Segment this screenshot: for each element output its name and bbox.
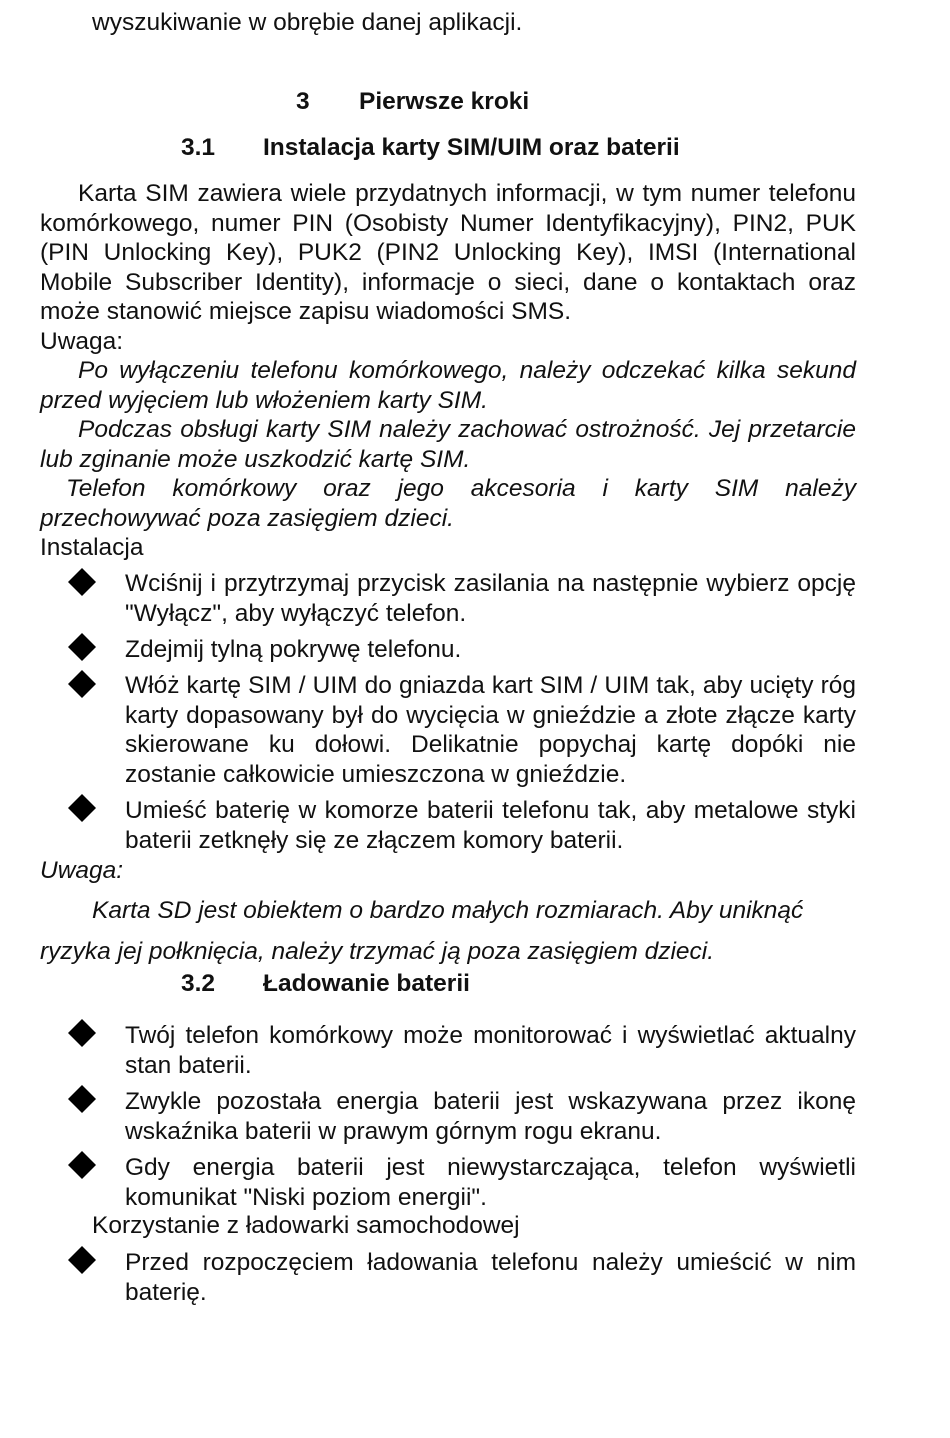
- install-step-1: Wciśnij i przytrzymaj przycisk zasilania na następnie wybierz opcję "Wyłącz", aby wyłączyć telefon.: [125, 570, 856, 627]
- car-charger-bullet-1: Przed rozpoczęciem ładowania telefonu należy umieścić w nim baterię.: [125, 1249, 856, 1306]
- section-3-2-number: 3.2: [181, 970, 216, 997]
- diamond-bullet-icon: [66, 668, 98, 700]
- note-paragraph-1: Po wyłączeniu telefonu komórkowego, należy odczekać kilka sekund przed wyjęciem lub włożeniem karty SIM.: [40, 357, 856, 414]
- diamond-bullet-icon: [66, 1083, 98, 1115]
- diamond-bullet-icon: [66, 792, 98, 824]
- diamond-bullet-icon: [66, 1244, 98, 1276]
- battery-bullet-3: Gdy energia baterii jest niewystarczająca, telefon wyświetli komunikat "Niski poziom energii".: [125, 1154, 856, 1211]
- battery-bullet-1: Twój telefon komórkowy może monitorować i wyświetlać aktualny stan baterii.: [125, 1022, 856, 1079]
- diamond-bullet-icon: [66, 566, 98, 598]
- note-paragraph-3: Telefon komórkowy oraz jego akcesoria i karty SIM należy przechowywać poza zasięgiem dzieci.: [40, 475, 856, 532]
- diamond-bullet-icon: [66, 631, 98, 663]
- car-charger-label: Korzystanie z ładowarki samochodowej: [92, 1212, 520, 1239]
- chapter-title: Pierwsze kroki: [359, 88, 530, 115]
- sd-card-note: Karta SD jest obiektem o bardzo małych rozmiarach. Aby uniknąć: [92, 897, 804, 924]
- top-line: wyszukiwanie w obrębie danej aplikacji.: [92, 9, 523, 36]
- section-3-1-number: 3.1: [181, 134, 216, 161]
- section-3-2-title: Ładowanie baterii: [263, 970, 470, 997]
- install-label: Instalacja: [40, 534, 144, 561]
- section-3-1-title: Instalacja karty SIM/UIM oraz baterii: [263, 134, 680, 161]
- note2-label: Uwaga:: [40, 857, 124, 884]
- chapter-number: 3: [296, 88, 310, 115]
- install-step-3: Włóż kartę SIM / UIM do gniazda kart SIM / UIM tak, aby ucięty róg karty dopasowany był do wycięcia w gnieździe a złote złącze karty skierowane ku dołowi. Delikatnie popychaj kartę dopóki nie zostanie całkowicie umieszczona w gnieździe.: [125, 672, 856, 788]
- sd-card-note-continued: ryzyka jej połknięcia, należy trzymać ją poza zasięgiem dzieci.: [40, 938, 715, 965]
- install-step-2: Zdejmij tylną pokrywę telefonu.: [125, 636, 462, 663]
- sim-intro-paragraph: Karta SIM zawiera wiele przydatnych informacji, w tym numer telefonu komórkowego, numer PIN (Osobisty Numer Identyfikacyjny), PIN2, PUK (PIN Unlocking Key), PUK2 (PIN2 Unlocking Key), IMSI (International Mobile Subscriber Identity), informacje o sieci, dane o kontaktach oraz może stanowić miejsce zapisu wiadomości SMS.: [40, 180, 856, 325]
- diamond-bullet-icon: [66, 1149, 98, 1181]
- note-paragraph-2: Podczas obsługi karty SIM należy zachować ostrożność. Jej przetarcie lub zginanie może uszkodzić kartę SIM.: [40, 416, 856, 473]
- install-step-4: Umieść baterię w komorze baterii telefonu tak, aby metalowe styki baterii zetknęły się ze złączem komory baterii.: [125, 797, 856, 854]
- note-label: Uwaga:: [40, 328, 124, 355]
- battery-bullet-2: Zwykle pozostała energia baterii jest wskazywana przez ikonę wskaźnika baterii w prawym górnym rogu ekranu.: [125, 1088, 856, 1145]
- diamond-bullet-icon: [66, 1017, 98, 1049]
